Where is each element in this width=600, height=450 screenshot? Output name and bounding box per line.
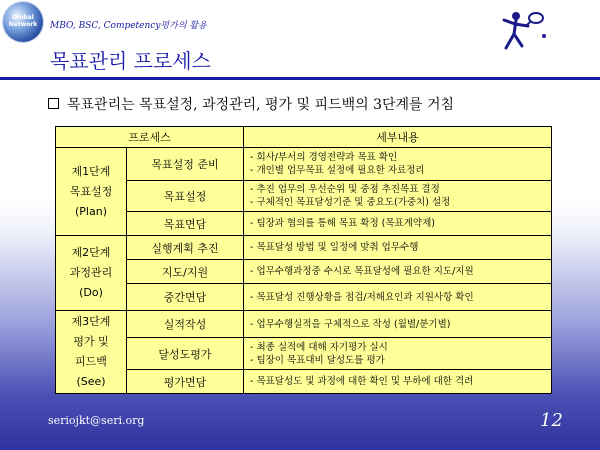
logo-text-line-1: Global: [12, 14, 34, 21]
stage-cell: [56, 236, 127, 311]
stage-line: 과정관리: [69, 266, 113, 279]
step-name: 목표면담: [127, 212, 244, 236]
table-row: [56, 311, 552, 338]
step-name: 목표설정 준비: [127, 148, 244, 181]
header-details: 세부내용: [244, 127, 552, 148]
detail-line: - 목표달성도 및 과정에 대한 확인 및 부하에 대한 격려: [250, 376, 474, 387]
step-detail: [244, 148, 552, 181]
page-number: 12: [540, 410, 563, 431]
table-row: [56, 260, 552, 284]
step-detail: [244, 284, 552, 311]
step-name: 지도/지원: [127, 260, 244, 284]
detail-line: - 목표달성 진행상황을 점검/저해요인과 지원사항 확인: [250, 291, 474, 303]
stage-line: 제1단계: [71, 164, 111, 178]
detail-line: - 업무수행실적을 구체적으로 작성 (월별/분기별): [250, 318, 451, 330]
step-detail: [244, 370, 552, 394]
table-row: [56, 284, 552, 311]
logo-text-line-2: Network: [8, 21, 38, 28]
stage-line: 제2단계: [71, 246, 111, 259]
step-detail: [244, 260, 552, 284]
step-name: 실행계획 추진: [127, 236, 244, 260]
stage-line: (Do): [79, 286, 103, 299]
stage-line: (Plan): [75, 204, 107, 218]
summary-text: 목표관리는 목표설정, 과정관리, 평가 및 피드백의 3단계를 거침: [67, 97, 455, 113]
table-row: [56, 181, 552, 212]
process-table: [55, 126, 552, 394]
step-name: 달성도평가: [127, 338, 244, 370]
table-header-row: [56, 127, 552, 148]
step-name: 중간면담: [127, 284, 244, 311]
step-name: 평가면담: [127, 370, 244, 394]
detail-line: - 목표달성 방법 및 일정에 맞춰 업무수행: [250, 242, 419, 253]
stage-line: 제3단계: [71, 315, 111, 328]
table-row: [56, 148, 552, 181]
step-detail: [244, 181, 552, 212]
detail-line: - 팀장이 목표대비 달성도를 평가: [250, 354, 385, 366]
stage-line: (See): [76, 375, 106, 388]
detail-line: - 업무수행과정중 수시로 목표달성에 필요한 지도/지원: [250, 266, 474, 277]
step-detail: [244, 212, 552, 236]
detail-line: - 팀장과 협의를 통해 목표 확정 (목표계약제): [250, 218, 435, 229]
stage-line: 목표설정: [69, 184, 113, 198]
table-row: [56, 212, 552, 236]
stage-cell: [56, 311, 127, 394]
step-name: 실적작성: [127, 311, 244, 338]
title-divider: [0, 77, 600, 80]
table-body: [56, 148, 552, 394]
footer-email: seriojkt@seri.org: [48, 414, 145, 427]
global-network-logo: [3, 2, 43, 42]
stage-cell: [56, 148, 127, 236]
page-title: 목표관리 프로세스: [50, 49, 211, 73]
square-bullet-icon: [48, 98, 59, 109]
detail-line: - 추진 업무의 우선순위 및 중점 추진목표 결정: [250, 184, 440, 195]
stage-line: 평가 및: [73, 335, 109, 348]
summary-bullet: [48, 94, 454, 114]
step-detail: [244, 311, 552, 338]
step-name: 목표설정: [127, 181, 244, 212]
stage-line: 피드백: [75, 355, 107, 368]
table-row: [56, 370, 552, 394]
detail-line: - 회사/부서의 경영전략과 목표 확인: [250, 152, 398, 163]
tennis-player-icon: [492, 6, 552, 58]
detail-line: - 개인별 업무목표 설정에 필요한 자료정리: [250, 165, 425, 176]
table-row: [56, 236, 552, 260]
step-detail: [244, 338, 552, 370]
header-process: 프로세스: [56, 127, 244, 148]
detail-line: - 최종 실적에 대해 자기평가 실시: [250, 341, 388, 353]
header-subtitle: MBO, BSC, Competency평가의 활용: [50, 21, 207, 31]
detail-line: - 구체적인 목표달성기준 및 중요도(가중치) 설정: [250, 197, 451, 208]
step-detail: [244, 236, 552, 260]
table-row: [56, 338, 552, 370]
